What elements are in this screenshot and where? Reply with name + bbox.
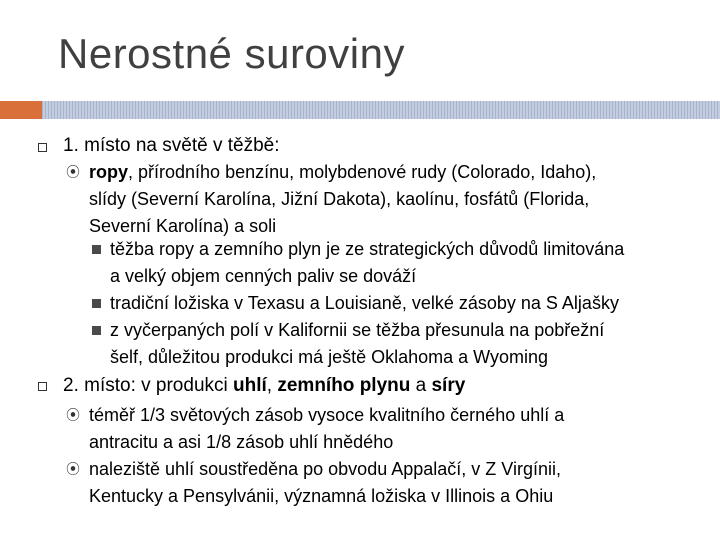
list-item-cont: a velký objem cenných paliv se dováží — [110, 266, 417, 286]
list-item-cont: Kentucky a Pensylvánii, významná ložiska v Illinois a Ohiu — [89, 486, 554, 506]
list-item: 2. místo: v produkci uhlí, zemního plynu a síry — [63, 375, 466, 396]
list-item: naleziště uhlí soustředěna po obvodu Appalačí, v Z Virgínii, — [89, 459, 561, 479]
arrow-bullet-icon: ⦿ — [66, 164, 80, 180]
title-accent-bar — [0, 101, 42, 119]
list-item-cont: šelf, důležitou produkci má ještě Oklahoma a Wyoming — [110, 347, 549, 367]
title-divider-bar — [42, 101, 720, 119]
slide-title: Nerostné suroviny — [58, 30, 405, 77]
list-item: těžba ropy a zemního plyn je ze strategických důvodů limitována — [110, 239, 625, 259]
filled-square-bullet-icon — [92, 326, 101, 335]
list-item: tradiční ložiska v Texasu a Louisianě, velké zásoby na S Aljašky — [110, 293, 619, 313]
filled-square-bullet-icon — [92, 299, 101, 308]
arrow-bullet-icon: ⦿ — [66, 461, 80, 477]
list-item: ropy, přírodního benzínu, molybdenové rudy (Colorado, Idaho), — [89, 162, 597, 182]
square-bullet-icon — [38, 143, 47, 152]
filled-square-bullet-icon — [92, 245, 101, 254]
square-bullet-icon — [38, 382, 47, 391]
list-item: 1. místo na světě v těžbě: — [63, 135, 280, 156]
list-item: téměř 1/3 světových zásob vysoce kvalitního černého uhlí a — [89, 405, 565, 425]
list-item-cont: Severní Karolína) a soli — [89, 216, 277, 236]
list-item-cont: antracitu a asi 1/8 zásob uhlí hnědého — [89, 432, 394, 452]
arrow-bullet-icon: ⦿ — [66, 407, 80, 423]
list-item-cont: slídy (Severní Karolína, Jižní Dakota), kaolínu, fosfátů (Florida, — [89, 189, 590, 209]
list-item: z vyčerpaných polí v Kalifornii se těžba přesunula na pobřežní — [110, 320, 605, 340]
